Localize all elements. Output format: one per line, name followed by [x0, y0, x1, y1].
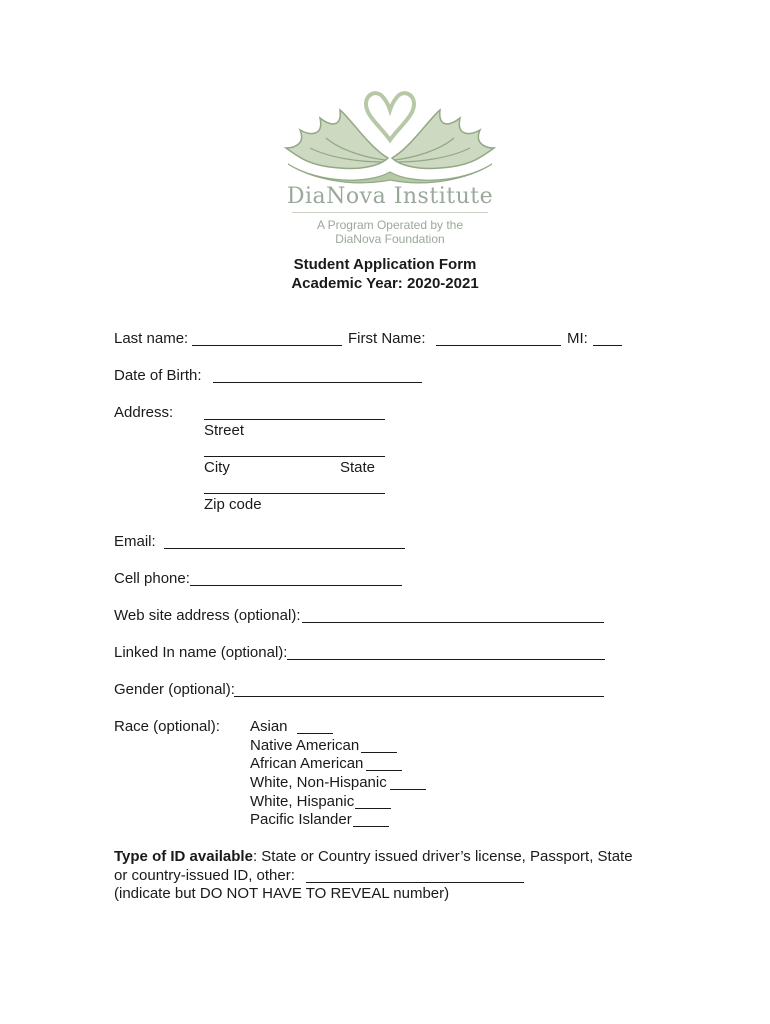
- race-white-hispanic-field[interactable]: [355, 808, 391, 809]
- website-label: Web site address (optional):: [114, 607, 301, 624]
- zip-field[interactable]: [204, 493, 385, 494]
- first-name-field[interactable]: [436, 345, 561, 346]
- mi-field[interactable]: [593, 345, 622, 346]
- street-field[interactable]: [204, 419, 385, 420]
- dob-field[interactable]: [213, 382, 422, 383]
- id-type-options: : State or Country issued driver’s license, Passport, State: [252, 848, 633, 865]
- logo: [270, 88, 510, 250]
- swan-heart-icon: [270, 88, 510, 196]
- race-option-native-american: Native American: [250, 737, 360, 754]
- race-option-pacific-islander: Pacific Islander: [250, 811, 352, 828]
- race-asian-field[interactable]: [297, 733, 333, 734]
- mi-label: MI:: [567, 330, 588, 347]
- form-title: Student Application Form: [293, 256, 477, 273]
- logo-tagline-2: DiaNova Foundation: [335, 232, 445, 246]
- race-option-white-non-hispanic: White, Non-Hispanic: [250, 774, 387, 791]
- cell-phone-label: Cell phone:: [114, 570, 190, 587]
- logo-divider: [292, 212, 488, 213]
- website-field[interactable]: [302, 622, 604, 623]
- linkedin-label: Linked In name (optional):: [114, 644, 288, 661]
- logo-name: DiaNova Institute: [286, 184, 494, 209]
- race-white-non-hispanic-field[interactable]: [390, 789, 426, 790]
- email-field[interactable]: [164, 548, 405, 549]
- race-label: Race (optional):: [114, 718, 220, 735]
- race-pacific-islander-field[interactable]: [353, 826, 389, 827]
- logo-tagline-1: A Program Operated by the: [316, 218, 464, 232]
- race-option-white-hispanic: White, Hispanic: [250, 793, 355, 810]
- last-name-field[interactable]: [192, 345, 342, 346]
- gender-label: Gender (optional):: [114, 681, 235, 698]
- zip-label: Zip code: [204, 496, 262, 513]
- cell-phone-field[interactable]: [190, 585, 402, 586]
- dob-label: Date of Birth:: [114, 367, 202, 384]
- first-name-label: First Name:: [348, 330, 426, 347]
- state-label: State: [340, 459, 376, 476]
- city-state-field[interactable]: [204, 456, 385, 457]
- email-label: Email:: [114, 533, 156, 550]
- race-option-african-american: African American: [250, 755, 364, 772]
- race-option-asian: Asian: [250, 718, 288, 735]
- linkedin-field[interactable]: [287, 659, 605, 660]
- last-name-label: Last name:: [114, 330, 189, 347]
- academic-year: Academic Year: 2020-2021: [291, 275, 479, 292]
- id-type-line-1: [114, 848, 633, 866]
- id-type-line-2: or country-issued ID, other:: [114, 867, 295, 884]
- address-label: Address:: [114, 404, 174, 421]
- race-native-american-field[interactable]: [361, 752, 397, 753]
- gender-field[interactable]: [234, 696, 604, 697]
- city-label: City: [204, 459, 230, 476]
- id-type-note: (indicate but DO NOT HAVE TO REVEAL number): [114, 885, 450, 902]
- id-type-label: Type of ID available: [114, 848, 253, 865]
- id-other-field[interactable]: [306, 882, 524, 883]
- race-african-american-field[interactable]: [366, 770, 402, 771]
- street-label: Street: [204, 422, 245, 439]
